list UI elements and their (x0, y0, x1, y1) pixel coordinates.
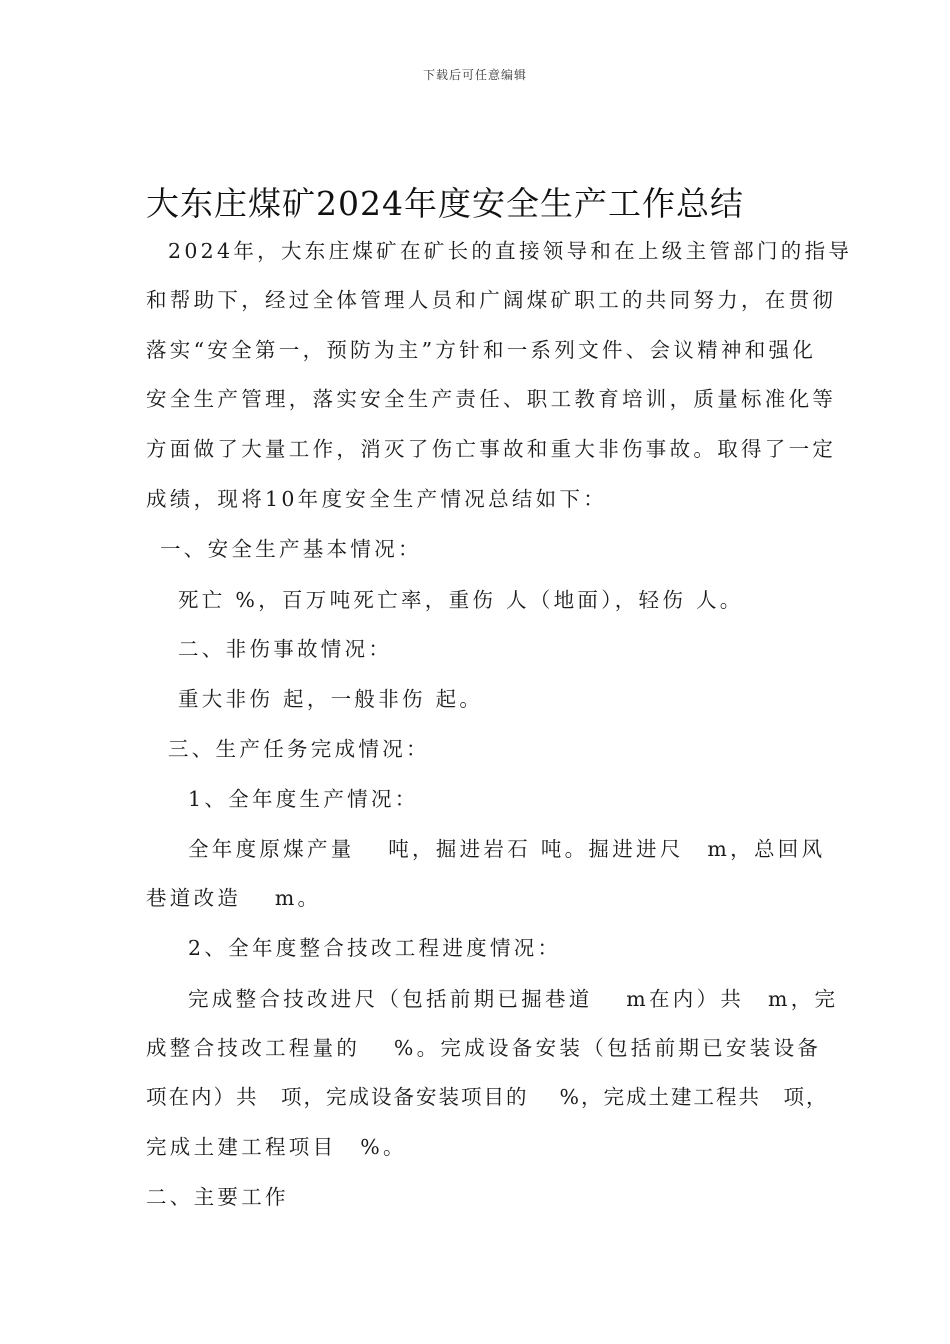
paragraph-line: 完成土建工程项目 %。 (146, 1135, 407, 1159)
section-heading: 一、安全生产基本情况： (160, 537, 422, 561)
section-heading: 二、非伤事故情况： (178, 637, 393, 661)
paragraph-line: 项在内）共 项，完成设备安装项目的 %，完成土建工程共 项， (146, 1085, 829, 1109)
paragraph-line: 成绩，现将10年度安全生产情况总结如下： (146, 487, 608, 511)
paragraph-line: 安全生产管理，落实安全生产责任、职工教育培训，质量标准化等 (146, 387, 837, 411)
subsection-heading: 1、全年度生产情况： (188, 787, 419, 811)
paragraph-line: 完成整合技改进尺（包括前期已掘巷道 m在内）共 m，完 (188, 987, 839, 1011)
section-heading: 三、生产任务完成情况： (168, 737, 430, 761)
paragraph-line: 方面做了大量工作，消灭了伤亡事故和重大非伤事故。取得了一定 (146, 437, 837, 461)
paragraph-line: 巷道改造 m。 (146, 886, 322, 910)
paragraph-line: 全年度原煤产量 吨，掘进岩石 吨。掘进进尺 m，总回风 (188, 837, 826, 861)
paragraph-line: 2024年，大东庄煤矿在矿长的直接领导和在上级主管部门的指导 (168, 239, 853, 263)
section-heading: 二、主要工作 (146, 1185, 289, 1209)
paragraph-line: 落实“安全第一，预防为主”方针和一系列文件、会议精神和强化 (146, 338, 817, 362)
subsection-heading: 2、全年度整合技改工程进度情况： (188, 936, 562, 960)
paragraph-line: 成整合技改工程量的 %。完成设备安装（包括前期已安装设备 (146, 1036, 822, 1060)
document-title: 大东庄煤矿2024年度安全生产工作总结 (146, 184, 744, 223)
paragraph-line: 和帮助下，经过全体管理人员和广阔煤矿职工的共同努力，在贯彻 (146, 288, 837, 312)
paragraph-line: 死亡 %，百万吨死亡率，重伤 人（地面），轻伤 人。 (178, 588, 744, 612)
page-header-note: 下载后可任意编辑 (422, 68, 527, 82)
paragraph-line: 重大非伤 起，一般非伤 起。 (178, 687, 484, 711)
